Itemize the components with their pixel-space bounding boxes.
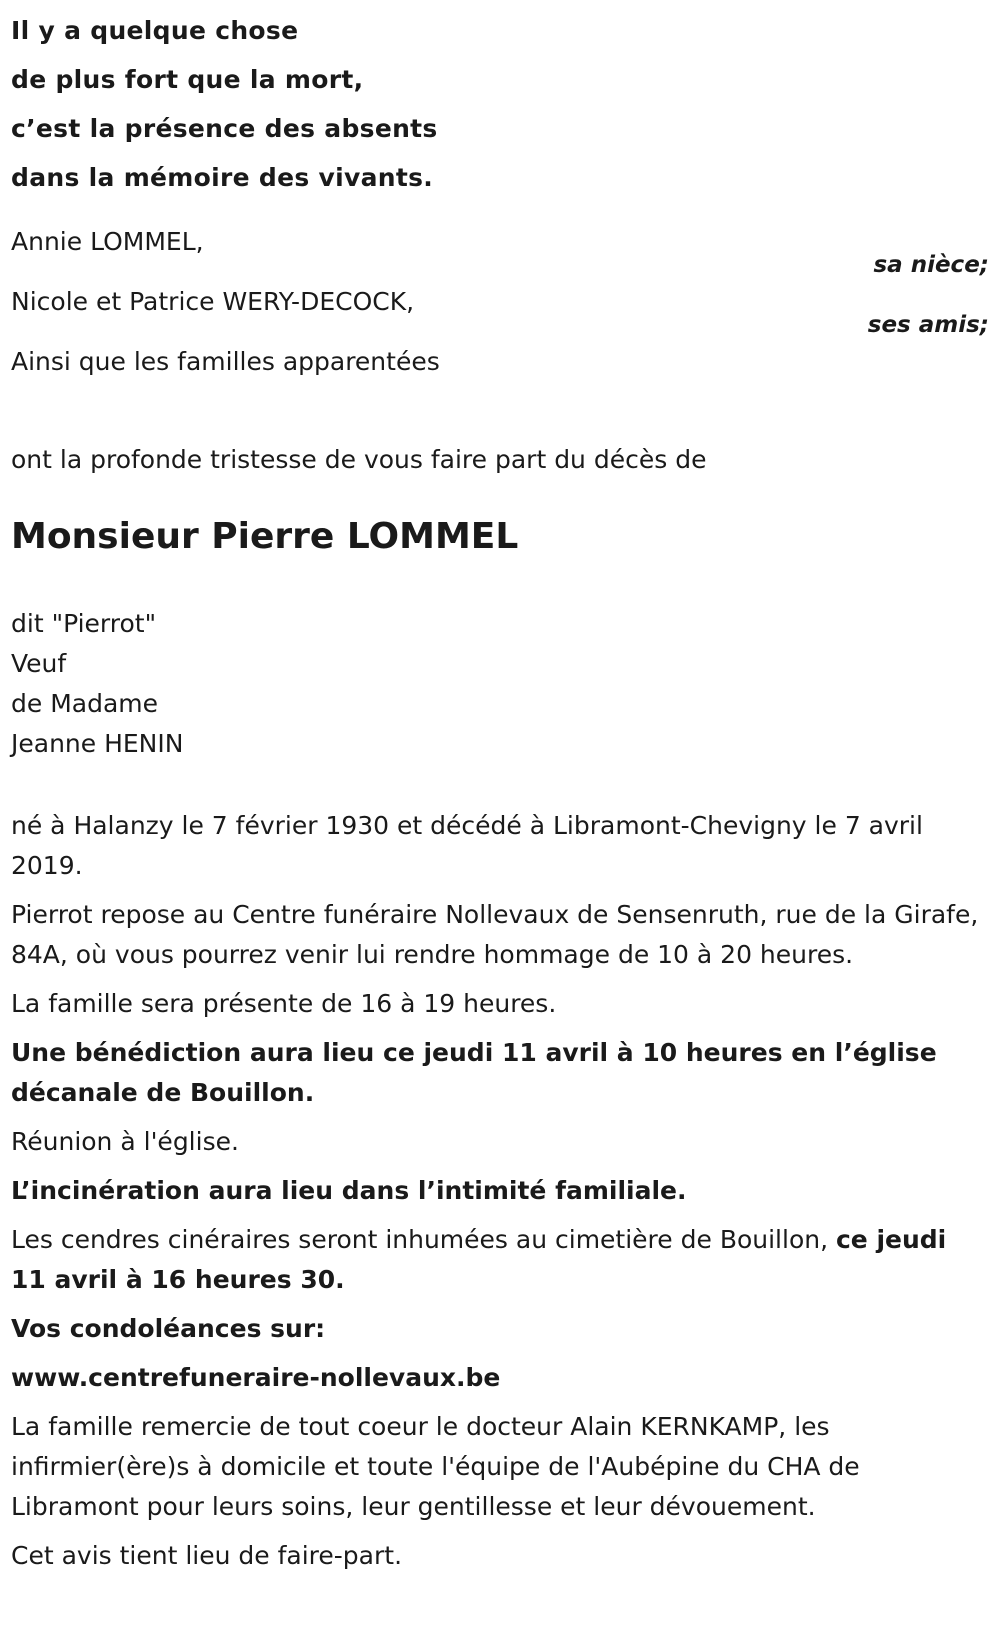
family-member-name: Annie LOMMEL, [11, 227, 204, 256]
quote-line: dans la mémoire des vivants. [11, 163, 434, 192]
quote-line: Il y a quelque chose [11, 16, 299, 45]
condolences-label: Vos condoléances sur: [11, 1314, 326, 1343]
family-member-name: Ainsi que les familles apparentées [11, 347, 440, 376]
deceased-detail-line: dit "Pierrot" [11, 609, 157, 638]
repose-paragraph: Pierrot repose au Centre funéraire Nollevaux de Sensenruth, rue de la Girafe, 84A, où vous pourrez venir lui rendre hommage de 10 à 20 heures. [11, 900, 979, 969]
thanks-paragraph: La famille remercie de tout coeur le docteur Alain KERNKAMP, les infirmier(ère)s à domicile et toute l'équipe de l'Aubépine du CHA de Libramont pour leurs soins, leur gentillesse et leur dévouement. [11, 1412, 860, 1521]
announcement-intro: ont la profonde tristesse de vous faire part du décès de [11, 445, 707, 474]
family-member-role: sa nièce; [873, 252, 989, 278]
family-member-role: ses amis; [867, 312, 989, 338]
notice-paragraph: Cet avis tient lieu de faire-part. [11, 1541, 403, 1570]
ashes-text: Les cendres cinéraires seront inhumées au cimetière de Bouillon, [11, 1225, 836, 1254]
benediction-paragraph: Une bénédiction aura lieu ce jeudi 11 avril à 10 heures en l’église décanale de Bouillon. [11, 1038, 937, 1107]
family-presence-paragraph: La famille sera présente de 16 à 19 heures. [11, 989, 557, 1018]
deceased-name: Monsieur Pierre LOMMEL [11, 516, 519, 557]
deceased-detail-line: Veuf [11, 649, 67, 678]
deceased-detail-line: Jeanne HENIN [11, 729, 184, 758]
condolences-link[interactable]: www.centrefuneraire-nollevaux.be [11, 1363, 501, 1392]
quote-line: de plus fort que la mort, [11, 65, 364, 94]
reunion-paragraph: Réunion à l'église. [11, 1127, 239, 1156]
ashes-date: ce jeudi 11 avril à 16 heures 30. [11, 1225, 947, 1294]
birth-death-paragraph: né à Halanzy le 7 février 1930 et décédé à Libramont-Chevigny le 7 avril 2019. [11, 811, 923, 880]
memorial-quote [11, 6, 438, 202]
incineration-paragraph: L’incinération aura lieu dans l’intimité familiale. [11, 1176, 687, 1205]
family-member-name: Nicole et Patrice WERY-DECOCK, [11, 287, 415, 316]
quote-line: c’est la présence des absents [11, 114, 438, 143]
ashes-paragraph [11, 1220, 981, 1300]
deceased-details [11, 604, 183, 764]
deceased-detail-line: de Madame [11, 689, 159, 718]
obituary-body [11, 806, 981, 1585]
